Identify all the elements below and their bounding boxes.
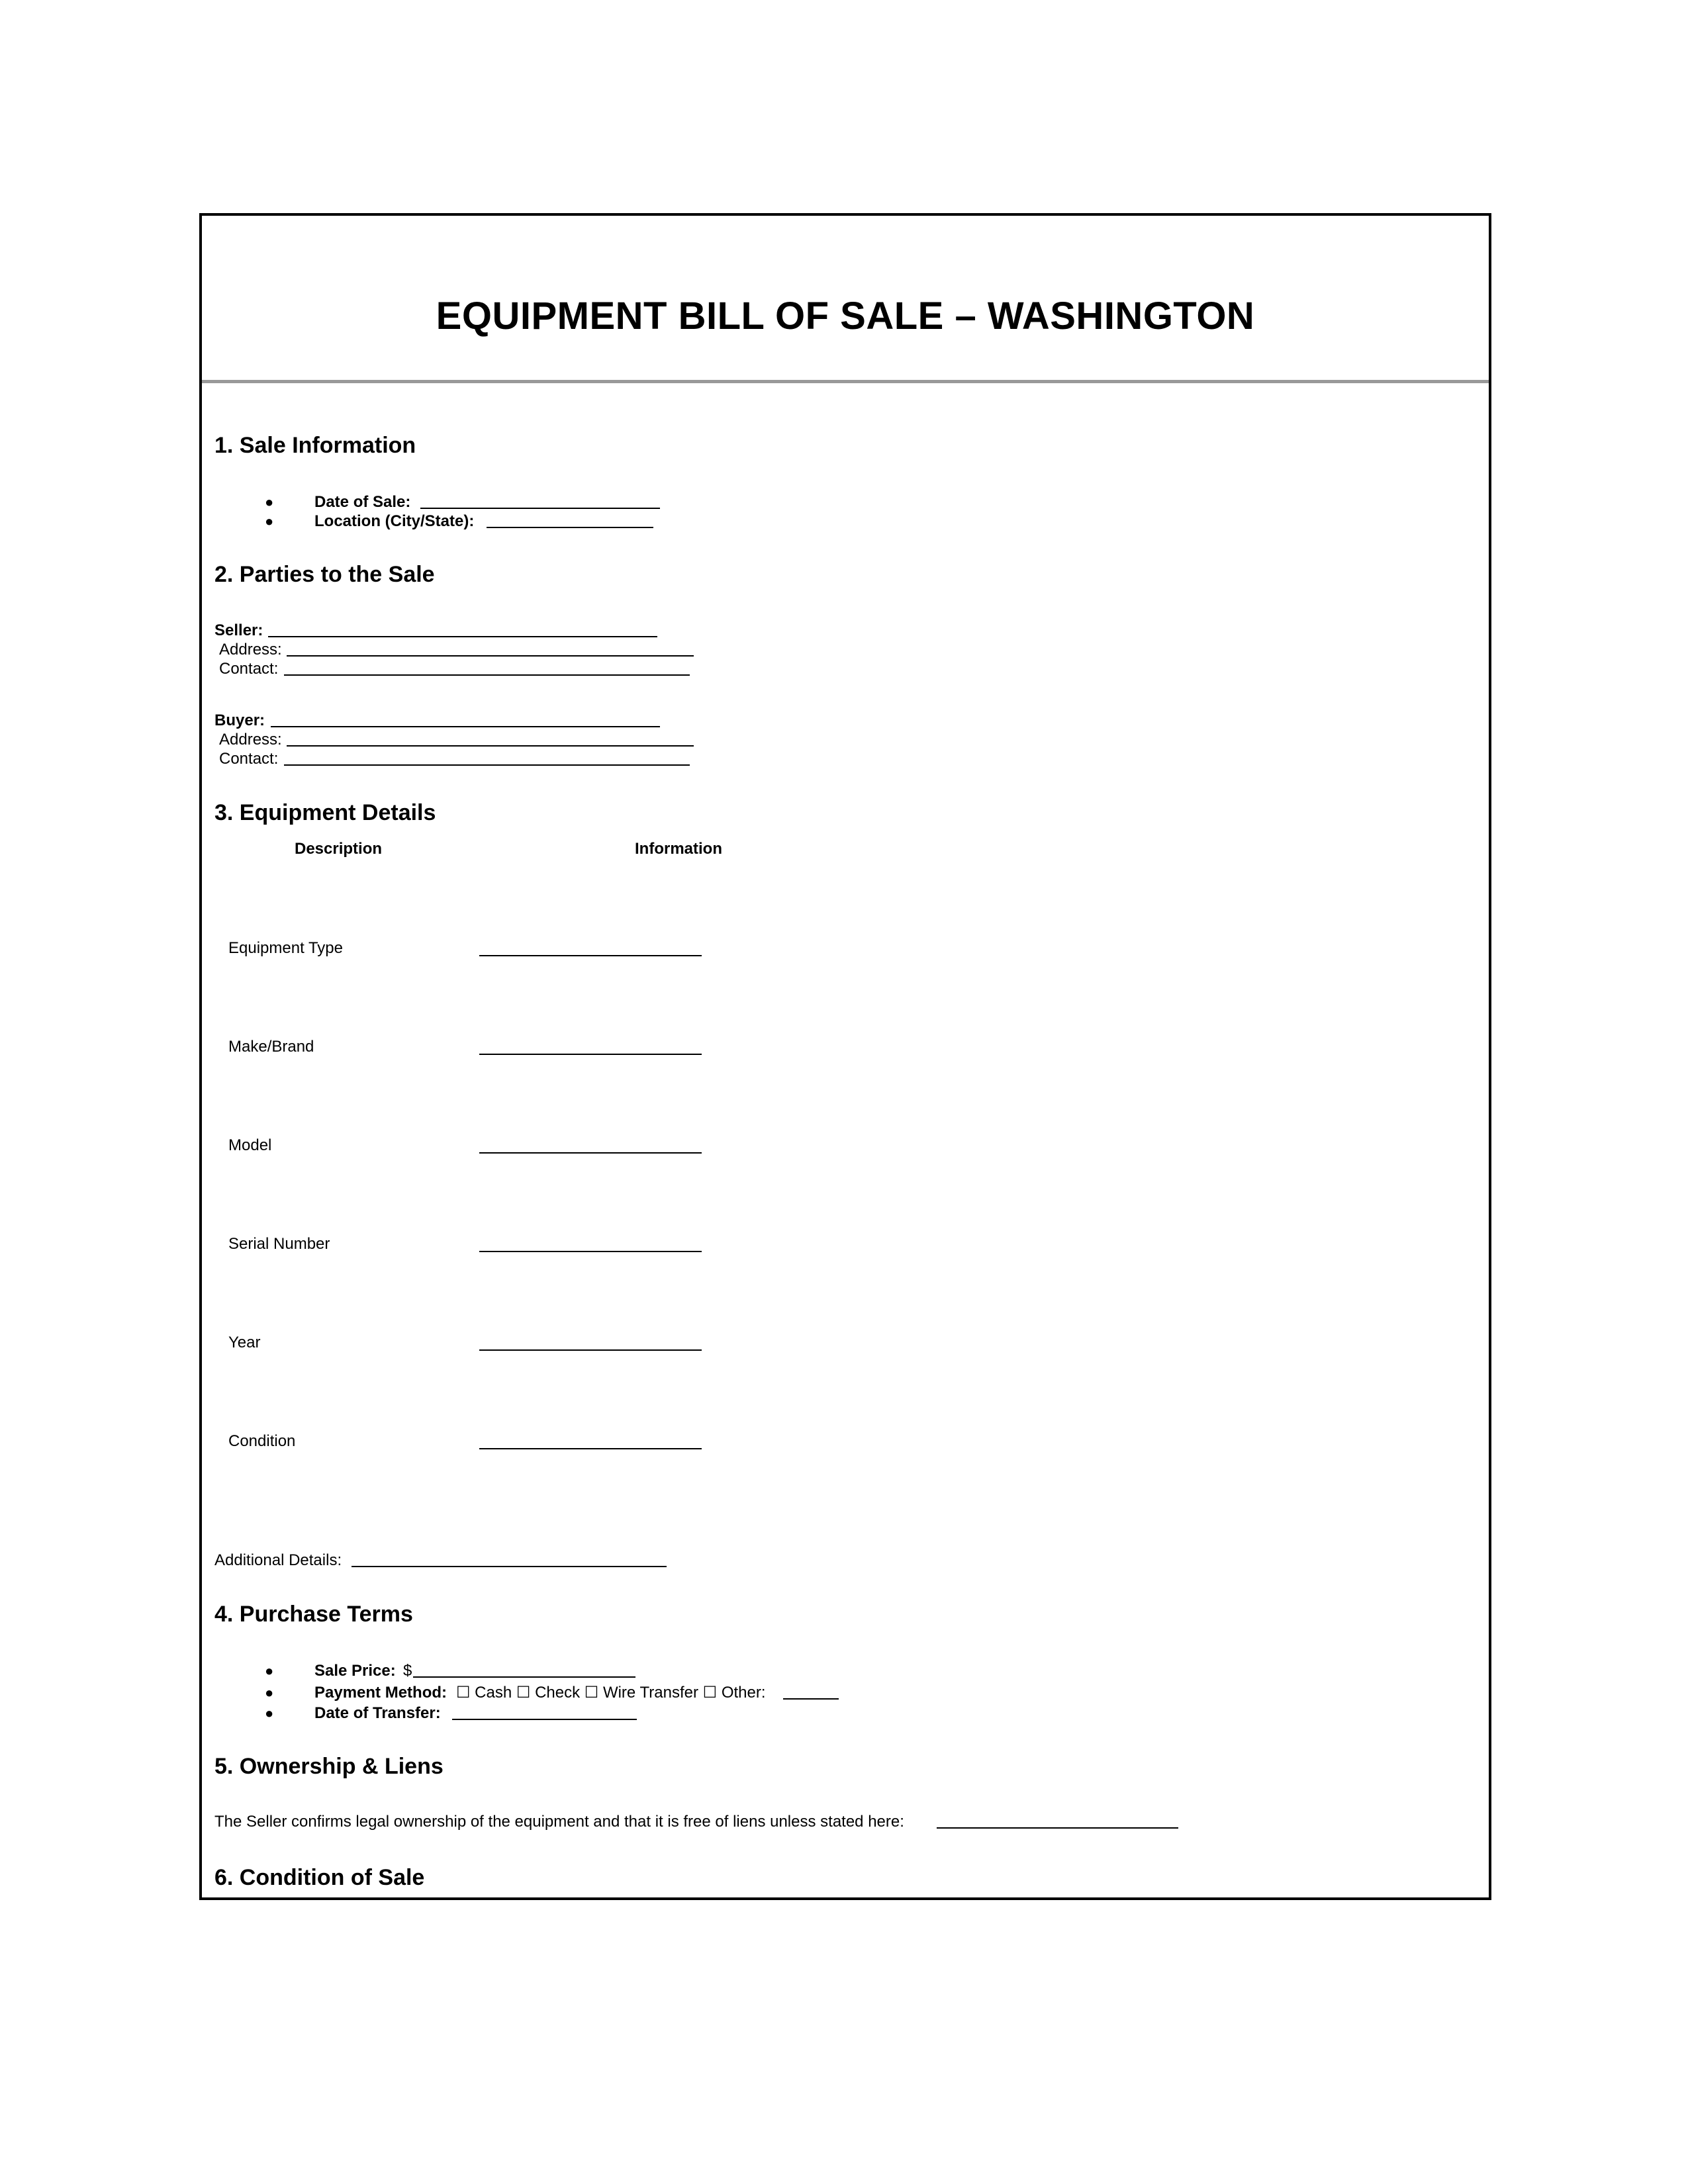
buyer-address-label: Address: <box>219 731 282 749</box>
make-brand-field[interactable] <box>479 1054 702 1055</box>
sale-price-field[interactable] <box>413 1676 635 1678</box>
equipment-type-field[interactable] <box>479 955 702 956</box>
equipment-row-label: Serial Number <box>228 1235 330 1253</box>
serial-number-field[interactable] <box>479 1251 702 1252</box>
date-of-transfer-field[interactable] <box>452 1719 637 1720</box>
section-heading-equipment-details: 3. Equipment Details <box>214 800 436 825</box>
buyer-contact-field[interactable] <box>284 764 690 766</box>
equipment-row-label: Make/Brand <box>228 1038 314 1056</box>
additional-details-label: Additional Details: <box>214 1551 342 1569</box>
equipment-row-label: Condition <box>228 1432 296 1450</box>
section-heading-ownership-liens: 5. Ownership & Liens <box>214 1754 444 1779</box>
payment-method-label: Payment Method: <box>314 1684 447 1702</box>
bullet-icon: ● <box>265 1684 274 1701</box>
payment-method-options[interactable]: ☐ Cash ☐ Check ☐ Wire Transfer ☐ Other: <box>456 1684 766 1702</box>
buyer-address-field[interactable] <box>287 745 694 747</box>
section-heading-sale-information: 1. Sale Information <box>214 433 416 458</box>
bullet-icon: ● <box>265 1662 274 1679</box>
equipment-row-label: Equipment Type <box>228 939 344 957</box>
condition-field[interactable] <box>479 1448 702 1449</box>
ownership-statement: The Seller confirms legal ownership of the equipment and that it is free of liens unless stated here: <box>214 1813 904 1831</box>
equipment-row-label: Year <box>228 1334 261 1351</box>
title-divider <box>202 380 1489 383</box>
bullet-icon: ● <box>265 494 274 510</box>
section-heading-purchase-terms: 4. Purchase Terms <box>214 1602 413 1627</box>
date-of-transfer-label: Date of Transfer: <box>314 1704 441 1722</box>
currency-symbol: $ <box>403 1662 412 1680</box>
document-frame <box>199 213 1491 1900</box>
additional-details-field[interactable] <box>352 1566 667 1567</box>
buyer-label: Buyer: <box>214 711 265 729</box>
equipment-row-label: Model <box>228 1136 272 1154</box>
bullet-icon: ● <box>265 1705 274 1721</box>
liens-field[interactable] <box>937 1827 1178 1829</box>
column-header-description: Description <box>295 840 383 858</box>
payment-other-field[interactable] <box>783 1698 839 1700</box>
date-of-sale-label: Date of Sale: <box>314 493 411 511</box>
seller-field[interactable] <box>268 636 657 637</box>
seller-address-field[interactable] <box>287 655 694 657</box>
column-header-information: Information <box>635 840 722 858</box>
location-label: Location (City/State): <box>314 512 475 530</box>
section-heading-condition-of-sale: 6. Condition of Sale <box>214 1865 425 1890</box>
year-field[interactable] <box>479 1349 702 1351</box>
buyer-field[interactable] <box>271 726 660 727</box>
seller-address-label: Address: <box>219 641 282 659</box>
section-heading-parties: 2. Parties to the Sale <box>214 562 435 587</box>
seller-label: Seller: <box>214 621 263 639</box>
seller-contact-field[interactable] <box>284 674 690 676</box>
sale-price-label: Sale Price: <box>314 1662 396 1680</box>
model-field[interactable] <box>479 1152 702 1154</box>
location-field[interactable] <box>487 527 653 528</box>
seller-contact-label: Contact: <box>219 660 279 678</box>
document-title: EQUIPMENT BILL OF SALE – WASHINGTON <box>436 295 1255 338</box>
date-of-sale-field[interactable] <box>420 508 660 509</box>
bullet-icon: ● <box>265 513 274 529</box>
buyer-contact-label: Contact: <box>219 750 279 768</box>
